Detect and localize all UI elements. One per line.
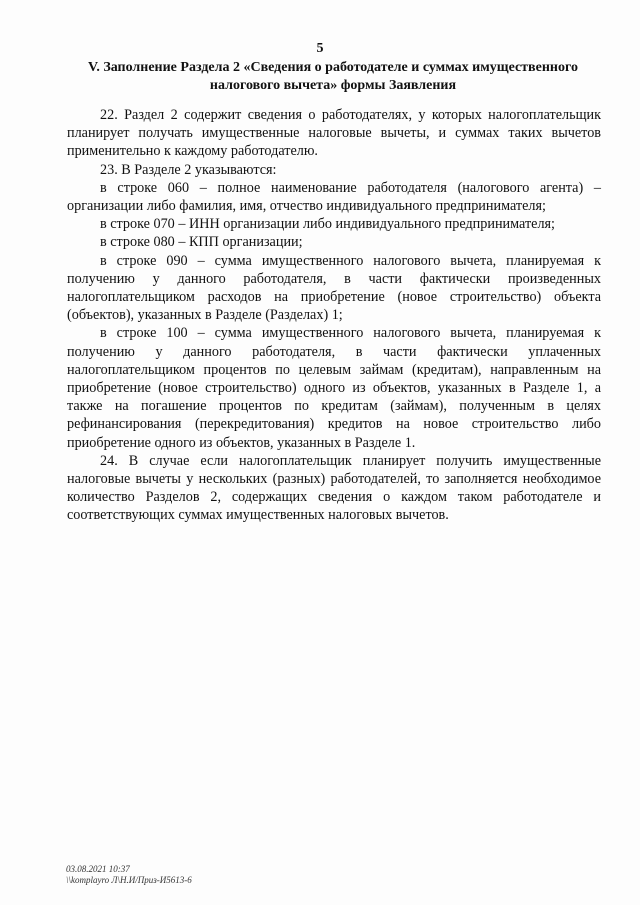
paragraph-line-080: в строке 080 – КПП организации; <box>100 234 303 251</box>
paragraph-line-060: в строке 060 – полное наименование работодателя (налогового агента) – организации либо фамилия, имя, отчество индивидуального предпринимателя; <box>67 179 601 215</box>
paragraph-line-070: в строке 070 – ИНН организации либо индивидуального предпринимателя; <box>100 216 555 233</box>
footer-path: \\komplayro Л\Н.И/Приз-И5613-6 <box>66 875 192 885</box>
paragraph-22: 22. Раздел 2 содержит сведения о работодателях, у которых налогоплательщик планирует получать имущественные налоговые вычеты, и суммах таких вычетов применительно к каждому работодателю. <box>67 107 601 160</box>
section-title: V. Заполнение Раздела 2 «Сведения о работодателе и суммах имущественного налогового вычета» формы Заявления <box>88 60 578 93</box>
page-number: 5 <box>316 41 324 56</box>
paragraph-line-090: в строке 090 – сумма имущественного налогового вычета, планируемая к получению у данного работодателя, в части фактически произведенных налогоплательщиком расходов на приобретение (новое строительство) объекта (объектов), указанных в Разделе (Разделах) 1; <box>67 252 601 324</box>
footer-stamp <box>66 864 192 886</box>
footer-timestamp: 03.08.2021 10:37 <box>66 864 130 874</box>
body-text <box>67 106 601 525</box>
paragraph-24: 24. В случае если налогоплательщик планирует получить имущественные налоговые вычеты у нескольких (разных) работодателей, то заполняется необходимое количество Разделов 2, содержащих сведения о каждом таком работодателе и соответствующих суммах имущественных налоговых вычетов. <box>67 452 601 524</box>
paragraph-line-100: в строке 100 – сумма имущественного налогового вычета, планируемая к получению у данного работодателя, в части фактически уплаченных налогоплательщиком процентов по целевым займам (кредитам), направленным на приобретение (новое строительство) одного из объектов, указанных в Разделе 1, а также на погашение процентов по кредитам (займам), полученным в целях рефинансирования (перекредитования) кредитов на новое строительство либо приобретение одного из объектов, указанных в Разделе 1. <box>67 325 601 451</box>
paragraph-23: 23. В Разделе 2 указываются: <box>100 161 277 178</box>
